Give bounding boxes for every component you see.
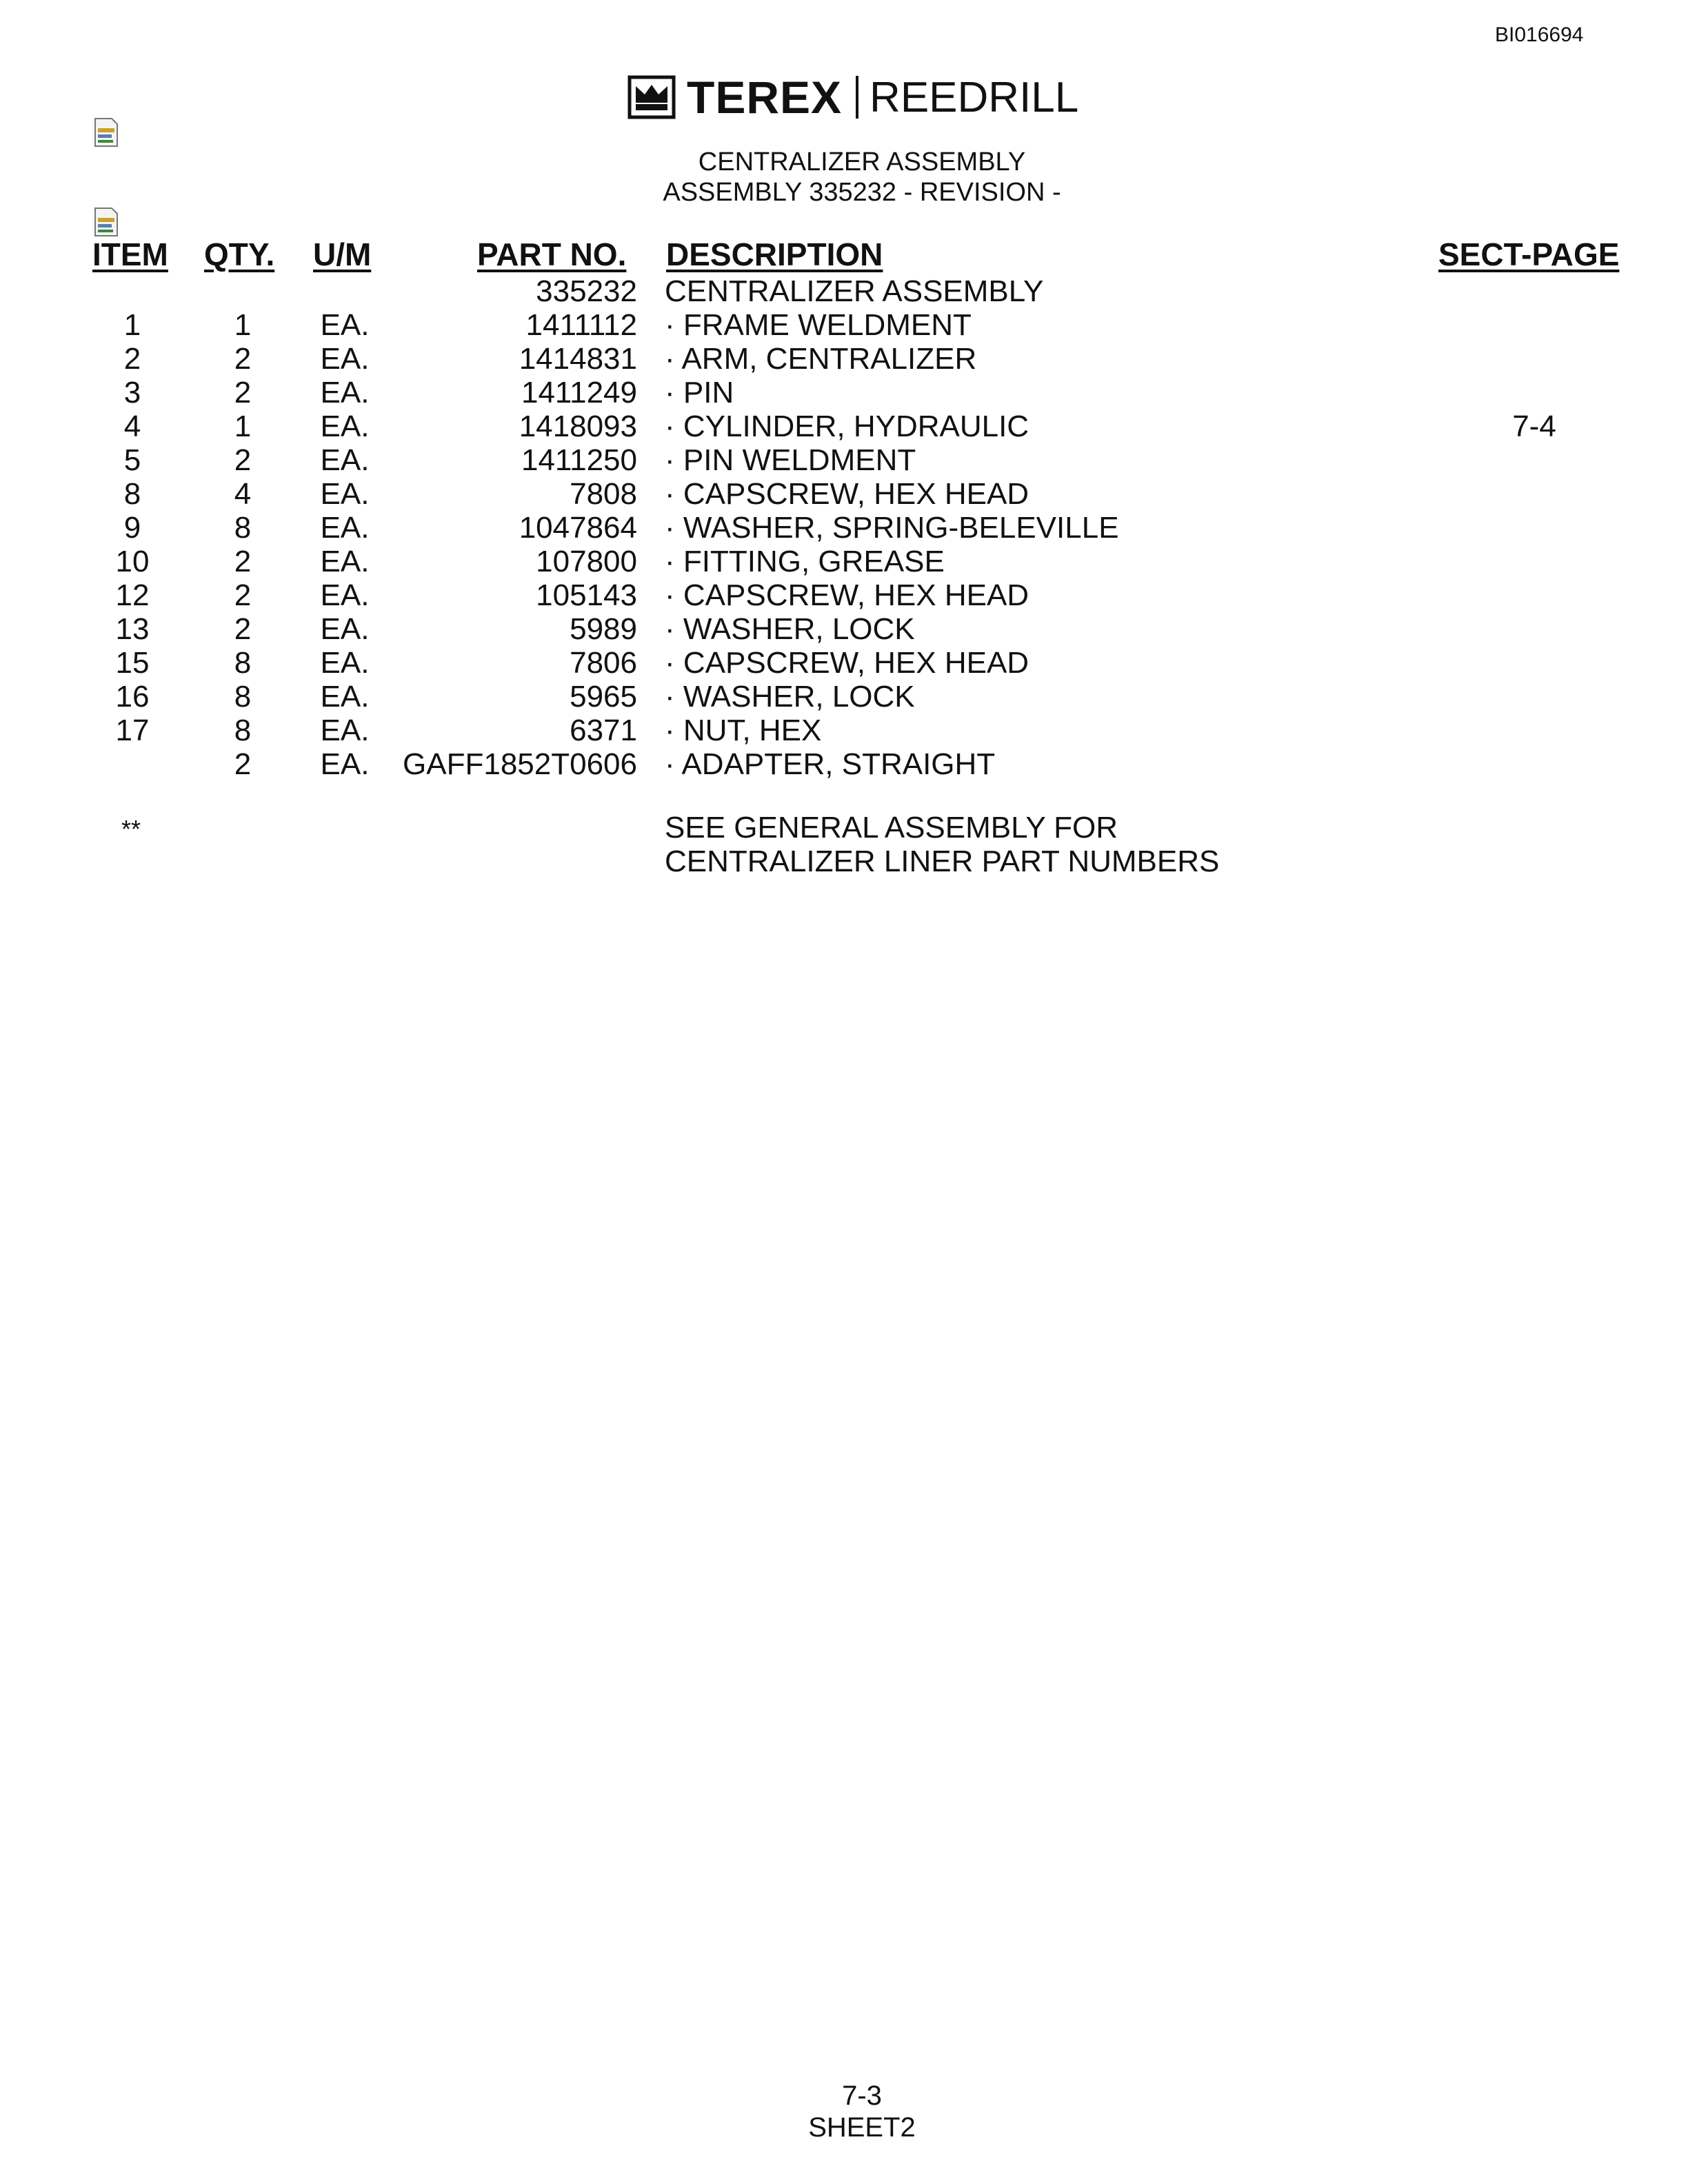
qty-cell: 2	[234, 443, 252, 477]
part-no-cell: 1414831	[519, 342, 637, 376]
description-cell: · ADAPTER, STRAIGHT	[665, 747, 996, 781]
page-number: 7-3	[842, 2081, 882, 2111]
column-header-sect-page: SECT-PAGE	[1438, 236, 1620, 272]
um-cell: EA.	[320, 477, 370, 511]
terex-reedrill-logo	[627, 72, 1078, 123]
part-no-cell: 6371	[570, 714, 637, 747]
part-no-cell: 1411250	[521, 443, 637, 477]
qty-cell: 8	[234, 714, 252, 747]
um-cell: EA.	[320, 443, 370, 477]
um-cell: EA.	[320, 578, 370, 612]
part-no-cell: 105143	[536, 578, 637, 612]
um-cell: EA.	[320, 410, 370, 443]
note-marker: **	[121, 815, 141, 843]
item-cell: 17	[115, 714, 150, 747]
description-cell: · ARM, CENTRALIZER	[665, 342, 977, 376]
part-no-cell: 1411112	[525, 308, 637, 342]
description-cell: CENTRALIZER ASSEMBLY	[665, 274, 1044, 308]
um-cell: EA.	[320, 308, 370, 342]
logo-divider	[856, 76, 858, 119]
um-cell: EA.	[320, 646, 370, 680]
description-cell: · CAPSCREW, HEX HEAD	[665, 477, 1029, 511]
part-no-cell: 1418093	[519, 410, 637, 443]
qty-cell: 2	[234, 747, 252, 781]
description-cell: · FITTING, GREASE	[665, 545, 945, 578]
um-cell: EA.	[320, 680, 370, 714]
qty-cell: 8	[234, 511, 252, 545]
qty-cell: 8	[234, 680, 252, 714]
qty-cell: 8	[234, 646, 252, 680]
part-no-cell: 5989	[570, 612, 637, 646]
description-cell: · WASHER, LOCK	[665, 680, 915, 714]
item-cell: 12	[115, 578, 150, 612]
item-cell: 5	[123, 443, 141, 477]
item-cell: 15	[115, 646, 150, 680]
item-cell: 4	[123, 410, 141, 443]
document-link-icon[interactable]	[92, 207, 120, 237]
column-header-part-no: PART NO.	[477, 236, 627, 272]
description-cell: · WASHER, LOCK	[665, 612, 915, 646]
um-cell: EA.	[320, 376, 370, 410]
description-cell: · CYLINDER, HYDRAULIC	[665, 410, 1029, 443]
qty-cell: 2	[234, 342, 252, 376]
um-cell: EA.	[320, 545, 370, 578]
qty-cell: 2	[234, 376, 252, 410]
um-cell: EA.	[320, 714, 370, 747]
sheet-label: SHEET2	[808, 2112, 916, 2143]
column-header-qty: QTY.	[204, 236, 275, 272]
part-no-cell: 7808	[570, 477, 637, 511]
logo-terex-text: TEREX	[687, 72, 843, 123]
sect-page-cell: 7-4	[1512, 410, 1556, 443]
part-no-cell: 107800	[536, 545, 637, 578]
um-cell: EA.	[320, 612, 370, 646]
part-no-cell: 7806	[570, 646, 637, 680]
item-cell: 3	[123, 376, 141, 410]
document-id: BI016694	[1495, 23, 1584, 46]
note-line-2: CENTRALIZER LINER PART NUMBERS	[665, 845, 1220, 878]
part-no-cell: GAFF1852T0606	[403, 747, 637, 781]
item-cell: 13	[115, 612, 150, 646]
description-cell: · PIN	[665, 376, 734, 410]
qty-cell: 1	[234, 308, 252, 342]
column-header-um: U/M	[313, 236, 372, 272]
qty-cell: 2	[234, 545, 252, 578]
part-no-cell: 5965	[570, 680, 637, 714]
terex-crown-icon	[627, 75, 676, 119]
part-no-cell: 1047864	[519, 511, 637, 545]
um-cell: EA.	[320, 342, 370, 376]
description-cell: · FRAME WELDMENT	[665, 308, 972, 342]
item-cell: 9	[123, 511, 141, 545]
assembly-subtitle: ASSEMBLY 335232 - REVISION -	[663, 178, 1061, 207]
description-cell: · WASHER, SPRING-BELEVILLE	[665, 511, 1119, 545]
qty-cell: 2	[234, 578, 252, 612]
um-cell: EA.	[320, 511, 370, 545]
item-cell: 1	[123, 308, 141, 342]
description-cell: · CAPSCREW, HEX HEAD	[665, 646, 1029, 680]
um-cell: EA.	[320, 747, 370, 781]
column-header-item: ITEM	[92, 236, 168, 272]
logo-reedrill-text: REEDRILL	[870, 73, 1079, 121]
part-no-cell: 335232	[536, 274, 637, 308]
part-no-cell: 1411249	[521, 376, 637, 410]
description-cell: · PIN WELDMENT	[665, 443, 916, 477]
document-title: CENTRALIZER ASSEMBLY	[698, 148, 1026, 176]
qty-cell: 4	[234, 477, 252, 511]
qty-cell: 2	[234, 612, 252, 646]
qty-cell: 1	[234, 410, 252, 443]
document-link-icon[interactable]	[92, 117, 120, 148]
description-cell: · CAPSCREW, HEX HEAD	[665, 578, 1029, 612]
description-cell: · NUT, HEX	[665, 714, 822, 747]
item-cell: 2	[123, 342, 141, 376]
column-header-description: DESCRIPTION	[666, 236, 883, 272]
note-line-1: SEE GENERAL ASSEMBLY FOR	[665, 811, 1118, 845]
item-cell: 10	[115, 545, 150, 578]
item-cell: 8	[123, 477, 141, 511]
item-cell: 16	[115, 680, 150, 714]
